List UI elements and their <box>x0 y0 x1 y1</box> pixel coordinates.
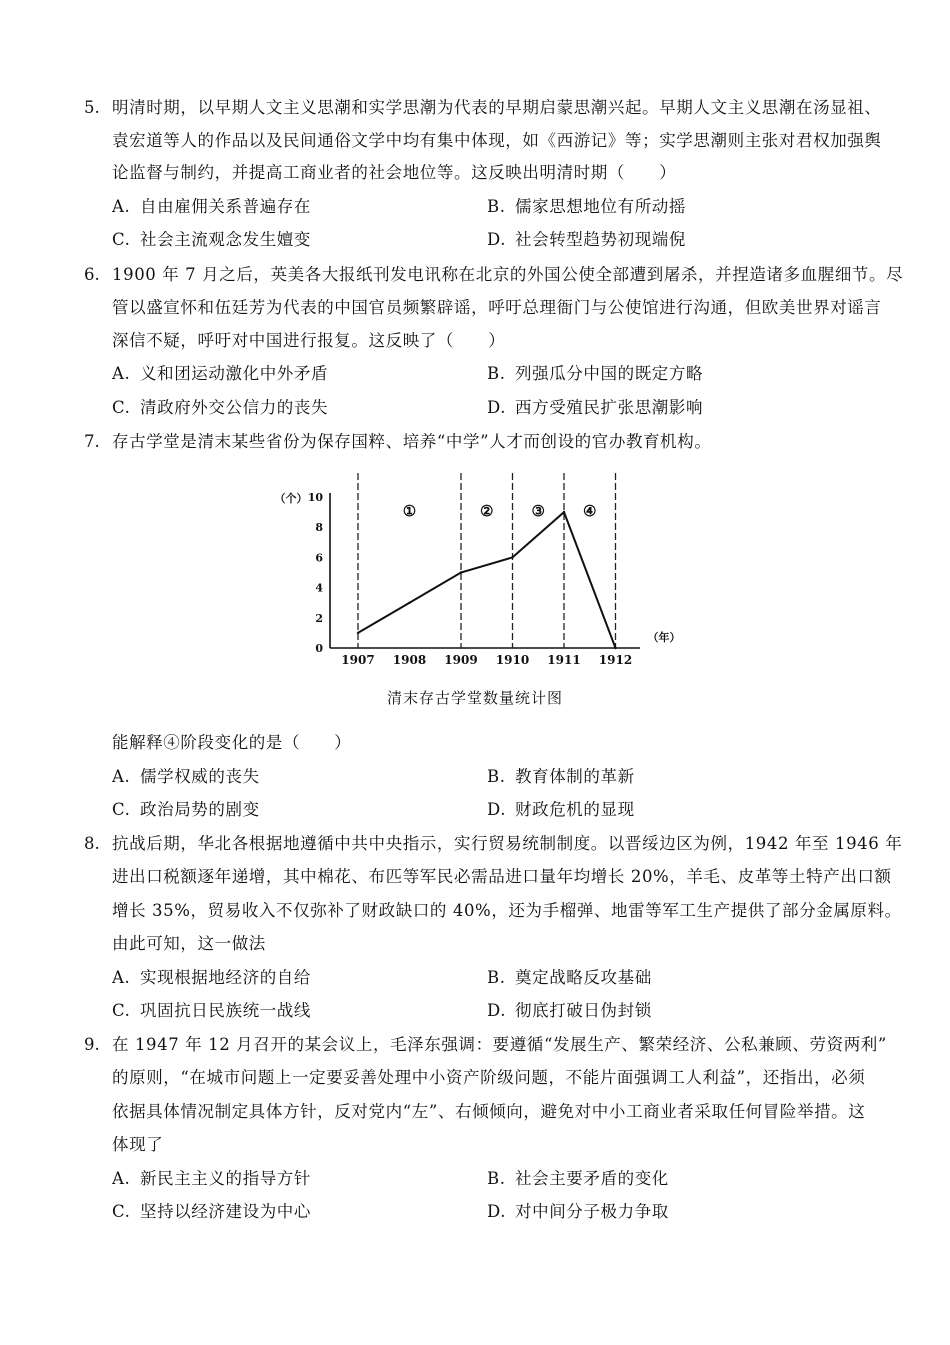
option-text: 财政危机的显现 <box>515 800 635 819</box>
question-number: 9. <box>84 1035 100 1054</box>
option-text: 坚持以经济建设为中心 <box>140 1202 311 1221</box>
x-tick-label: 1912 <box>598 653 633 667</box>
question-text-line: 增长 35%，贸易收入不仅弥补了财政缺口的 40%，还为手榴弹、地雷等军工生产提供了部分金属原料。 <box>112 901 902 920</box>
question-text-line: 能解释④阶段变化的是（ ） <box>112 733 352 752</box>
question-text-line: 论监督与制约，并提高工商业者的社会地位等。这反映出明清时期（ ） <box>112 163 677 182</box>
data-point <box>460 571 462 573</box>
question-text-line: 深信不疑，呼吁对中国进行报复。这反映了（ ） <box>112 331 506 350</box>
option-c[interactable] <box>112 1001 311 1021</box>
option-text: 儒学权威的丧失 <box>140 767 260 786</box>
option-key: A. <box>112 968 131 987</box>
option-key: B. <box>487 968 506 987</box>
option-text: 教育体制的革新 <box>515 767 635 786</box>
x-tick-label: 1908 <box>392 653 427 667</box>
option-text: 社会主要矛盾的变化 <box>515 1169 669 1188</box>
option-key: D. <box>487 800 507 819</box>
question-text-line: 存古学堂是清末某些省份为保存国粹、培养“中学”人才而创设的官办教育机构。 <box>112 432 712 451</box>
question-text-line: 1900 年 7 月之后，英美各大报纸刊发电讯称在北京的外国公使全部遭到屠杀，并捏造诸多血腥细节。尽 <box>112 265 904 284</box>
option-c[interactable] <box>112 800 260 820</box>
option-key: C. <box>112 230 131 249</box>
y-tick-label: 0 <box>315 642 323 655</box>
data-point <box>614 647 616 649</box>
option-a[interactable] <box>112 767 260 787</box>
option-key: A. <box>112 1169 131 1188</box>
option-key: A. <box>112 767 131 786</box>
question-number: 6. <box>84 265 100 284</box>
option-key: C. <box>112 1001 131 1020</box>
question-number: 5. <box>84 98 100 117</box>
option-d[interactable] <box>487 1001 652 1021</box>
question-text-line: 袁宏道等人的作品以及民间通俗文学中均有集中体现，如《西游记》等；实学思潮则主张对君权加强舆 <box>112 131 882 150</box>
question-text-line: 体现了 <box>112 1135 164 1154</box>
option-text: 社会主流观念发生嬗变 <box>140 230 311 249</box>
option-text: 奠定战略反攻基础 <box>515 968 652 987</box>
stage-label: ② <box>480 502 494 520</box>
y-tick-label: 8 <box>315 521 323 535</box>
data-point <box>408 602 410 604</box>
option-a[interactable] <box>112 968 311 988</box>
option-key: D. <box>487 230 507 249</box>
option-text: 自由雇佣关系普遍存在 <box>140 197 311 216</box>
question-text-line: 抗战后期，华北各根据地遵循中共中央指示，实行贸易统制制度。以晋绥边区为例，1942 年至 1946 年 <box>112 834 903 853</box>
option-key: D. <box>487 1001 507 1020</box>
question-text-line: 的原则，“在城市问题上一定要妥善处理中小资产阶级问题，不能片面强调工人利益”，还指出，必须 <box>112 1068 866 1087</box>
x-tick-label: 1910 <box>495 653 530 667</box>
question-number: 7. <box>84 432 100 451</box>
y-tick-label: 4 <box>315 581 323 595</box>
option-c[interactable] <box>112 1202 311 1222</box>
option-text: 儒家思想地位有所动摇 <box>515 197 686 216</box>
option-text: 清政府外交公信力的丧失 <box>140 398 329 417</box>
option-text: 列强瓜分中国的既定方略 <box>515 364 704 383</box>
question-text-line: 依据具体情况制定具体方针，反对党内“左”、右倾倾向，避免对中小工商业者采取任何冒险举措。这 <box>112 1102 866 1121</box>
option-key: A. <box>112 364 131 383</box>
option-d[interactable] <box>487 1202 669 1222</box>
option-text: 社会转型趋势初现端倪 <box>515 230 686 249</box>
option-key: B. <box>487 364 506 383</box>
option-text: 新民主主义的指导方针 <box>140 1169 311 1188</box>
question-text-line: 管以盛宣怀和伍廷芳为代表的中国官员频繁辟谣，呼吁总理衙门与公使馆进行沟通，但欧美世界对谣言 <box>112 298 882 317</box>
option-text: 彻底打破日伪封锁 <box>515 1001 652 1020</box>
question-text-line: 由此可知，这一做法 <box>112 934 266 953</box>
option-text: 义和团运动激化中外矛盾 <box>140 364 329 383</box>
stage-label: ③ <box>531 502 545 520</box>
option-key: C. <box>112 1202 131 1221</box>
x-tick-label: 1911 <box>547 653 581 667</box>
question-text-line: 在 1947 年 12 月召开的某会议上，毛泽东强调：要遵循“发展生产、繁荣经济、公私兼顾、劳资两利” <box>112 1035 887 1054</box>
x-tick-label: 1909 <box>444 653 478 667</box>
question-number: 8. <box>84 834 100 853</box>
stage-label: ① <box>402 502 417 520</box>
data-point <box>563 511 565 513</box>
y-tick-label: 10 <box>307 491 323 504</box>
x-axis-label: （年） <box>647 631 681 644</box>
option-d[interactable] <box>487 800 635 820</box>
data-point <box>511 556 513 558</box>
option-text: 西方受殖民扩张思潮影响 <box>515 398 704 417</box>
option-key: B. <box>487 1169 506 1188</box>
series-line <box>358 512 616 648</box>
option-b[interactable] <box>487 767 635 787</box>
option-b[interactable] <box>487 1169 669 1189</box>
y-tick-label: 2 <box>315 611 323 625</box>
option-text: 实现根据地经济的自给 <box>140 968 311 987</box>
option-b[interactable] <box>487 968 652 988</box>
data-point <box>357 632 359 634</box>
question-text-line: 明清时期，以早期人文主义思潮和实学思潮为代表的早期启蒙思潮兴起。早期人文主义思潮在汤显祖、 <box>112 98 882 117</box>
option-a[interactable] <box>112 1169 311 1189</box>
option-text: 对中间分子极力争取 <box>515 1202 669 1221</box>
option-key: B. <box>487 767 506 786</box>
x-tick-label: 1907 <box>341 653 375 667</box>
option-key: A. <box>112 197 131 216</box>
option-key: D. <box>487 398 507 417</box>
stage-label: ④ <box>583 502 597 520</box>
option-key: C. <box>112 398 131 417</box>
y-axis-label: （个） <box>274 492 308 505</box>
option-key: C. <box>112 800 131 819</box>
chart-title: 清末存古学堂数量统计图 <box>386 689 563 707</box>
option-key: D. <box>487 1202 507 1221</box>
y-tick-label: 6 <box>315 551 323 565</box>
question-text-line: 进出口税额逐年递增，其中棉花、布匹等军民必需品进口量年均增长 20%，羊毛、皮革等土特产出口额 <box>112 867 892 886</box>
option-key: B. <box>487 197 506 216</box>
option-text: 政治局势的剧变 <box>140 800 260 819</box>
option-text: 巩固抗日民族统一战线 <box>140 1001 311 1020</box>
